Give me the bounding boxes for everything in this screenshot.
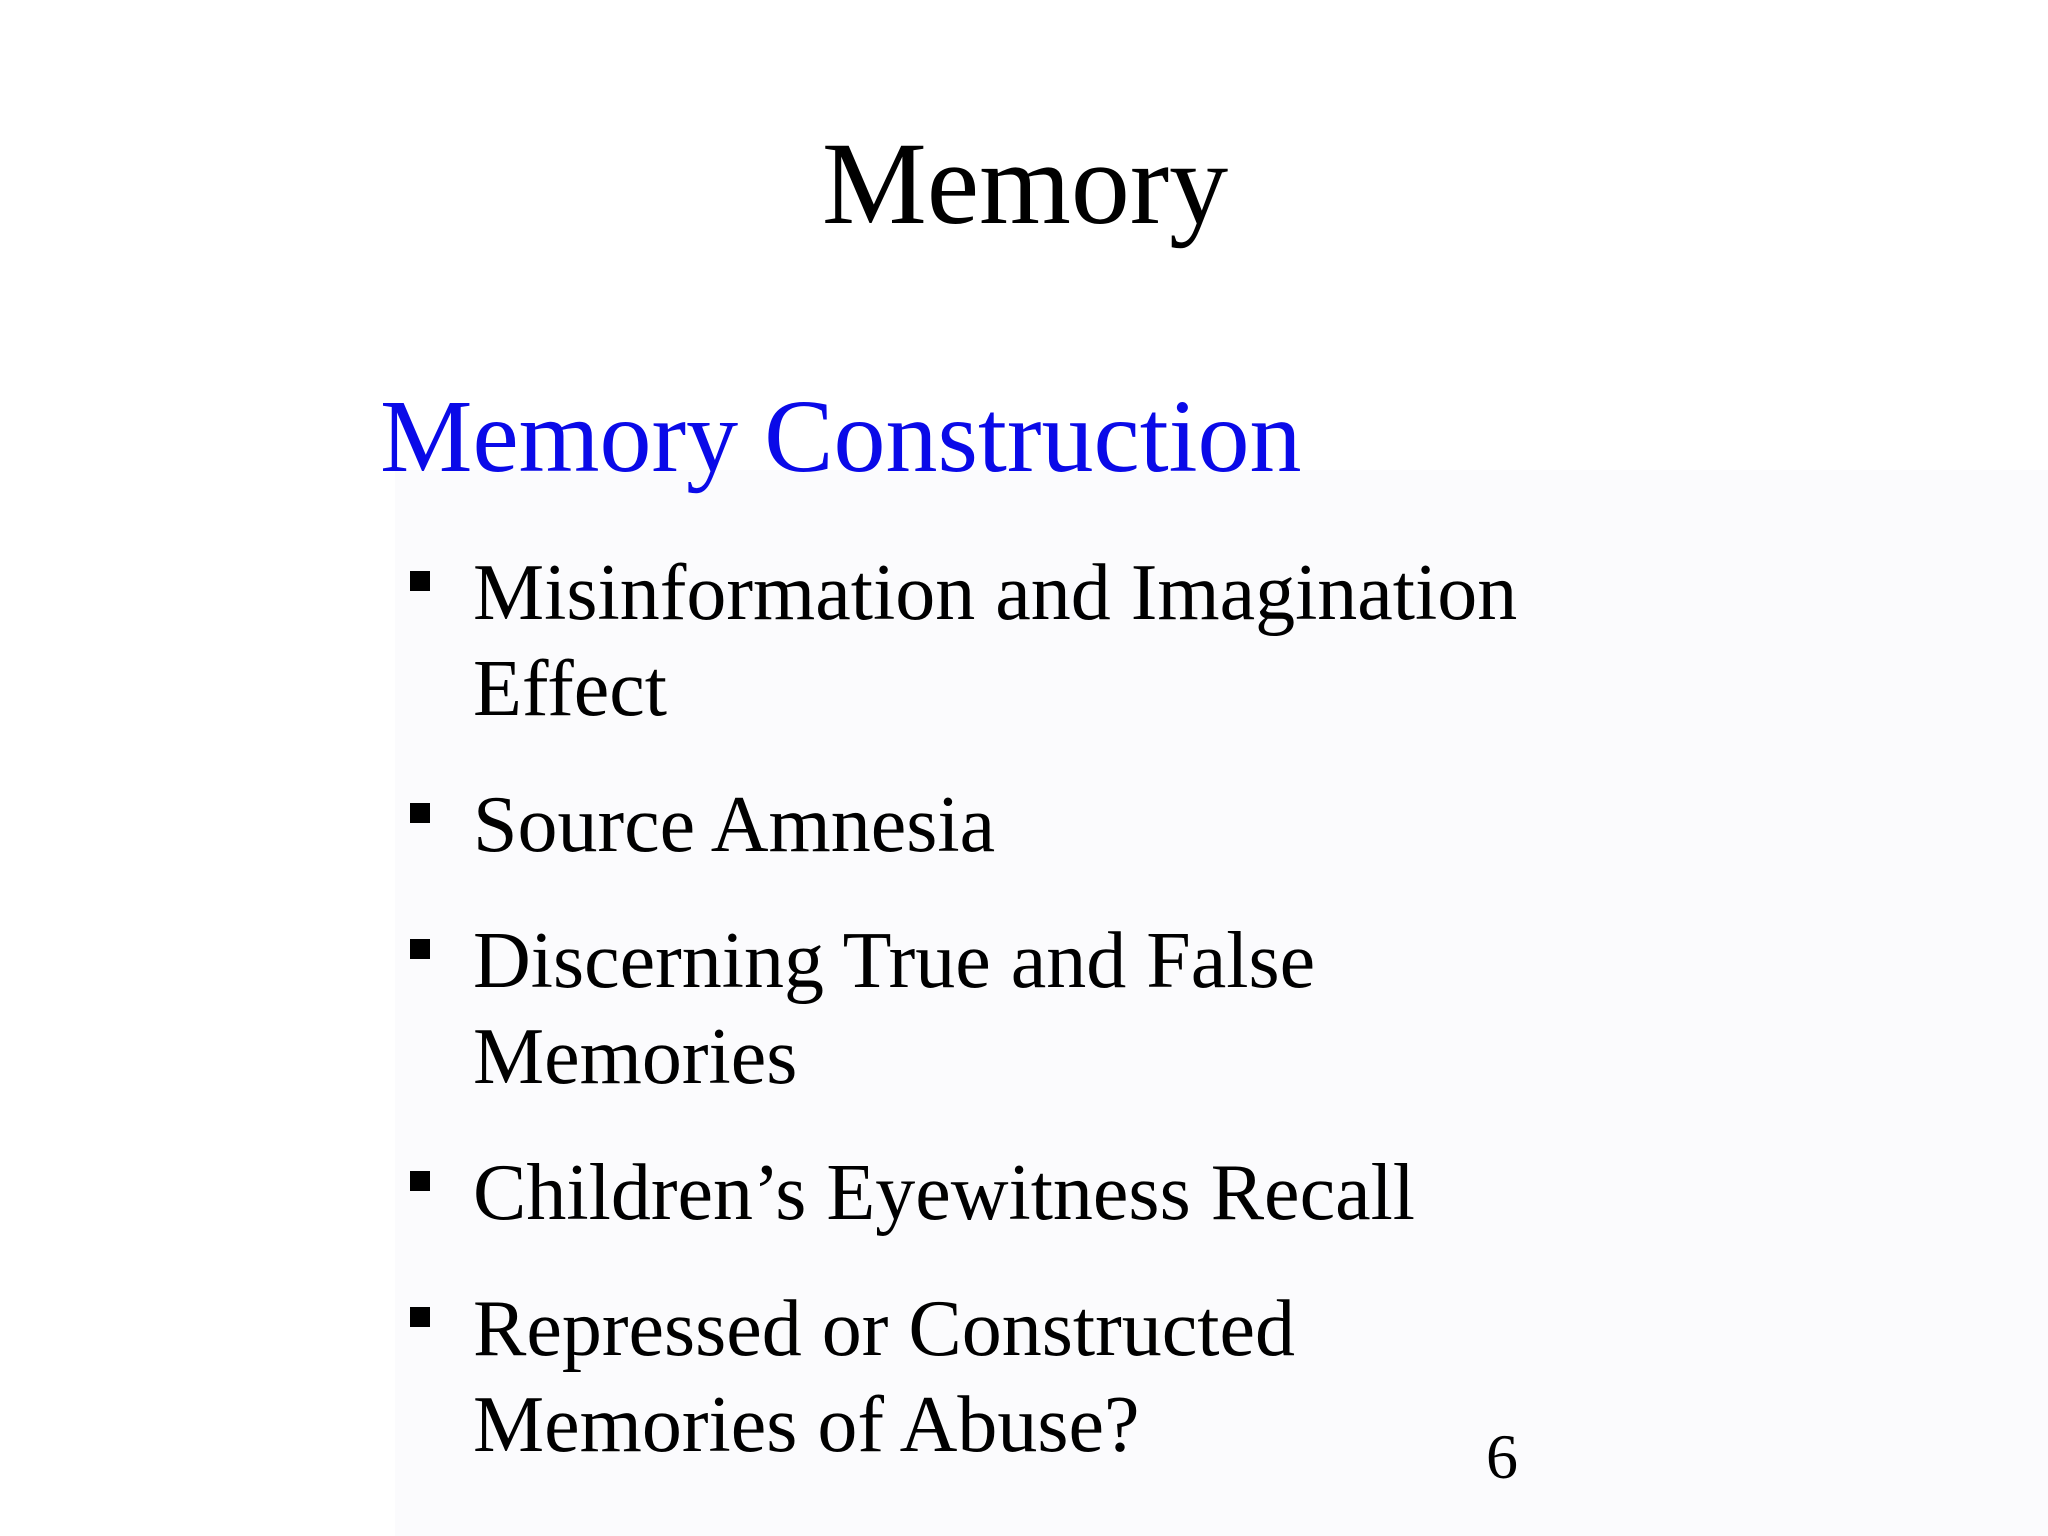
bullet-item	[410, 545, 1710, 737]
page-number: 6	[1486, 1421, 1518, 1492]
square-bullet-icon	[410, 571, 430, 591]
slide-title-text: Memory	[821, 118, 1229, 249]
square-bullet-icon	[410, 939, 430, 959]
slide-subtitle: Memory Construction	[380, 379, 1302, 494]
bullet-text: Repressed or Constructed Memories of Abuse?	[473, 1285, 1296, 1469]
square-bullet-icon	[410, 1171, 430, 1191]
bullet-text: Misinformation and Imagination Effect	[473, 549, 1518, 733]
bullet-item	[410, 777, 1710, 873]
square-bullet-icon	[410, 803, 430, 823]
slide-title	[0, 118, 2048, 249]
bullet-text: Source Amnesia	[473, 781, 996, 869]
bullet-item	[410, 913, 1710, 1105]
bullet-item	[410, 1145, 1710, 1241]
bullet-list	[410, 545, 1710, 1513]
bullet-text: Discerning True and False Memories	[473, 917, 1316, 1101]
bullet-text: Children’s Eyewitness Recall	[473, 1149, 1416, 1237]
square-bullet-icon	[410, 1307, 430, 1327]
